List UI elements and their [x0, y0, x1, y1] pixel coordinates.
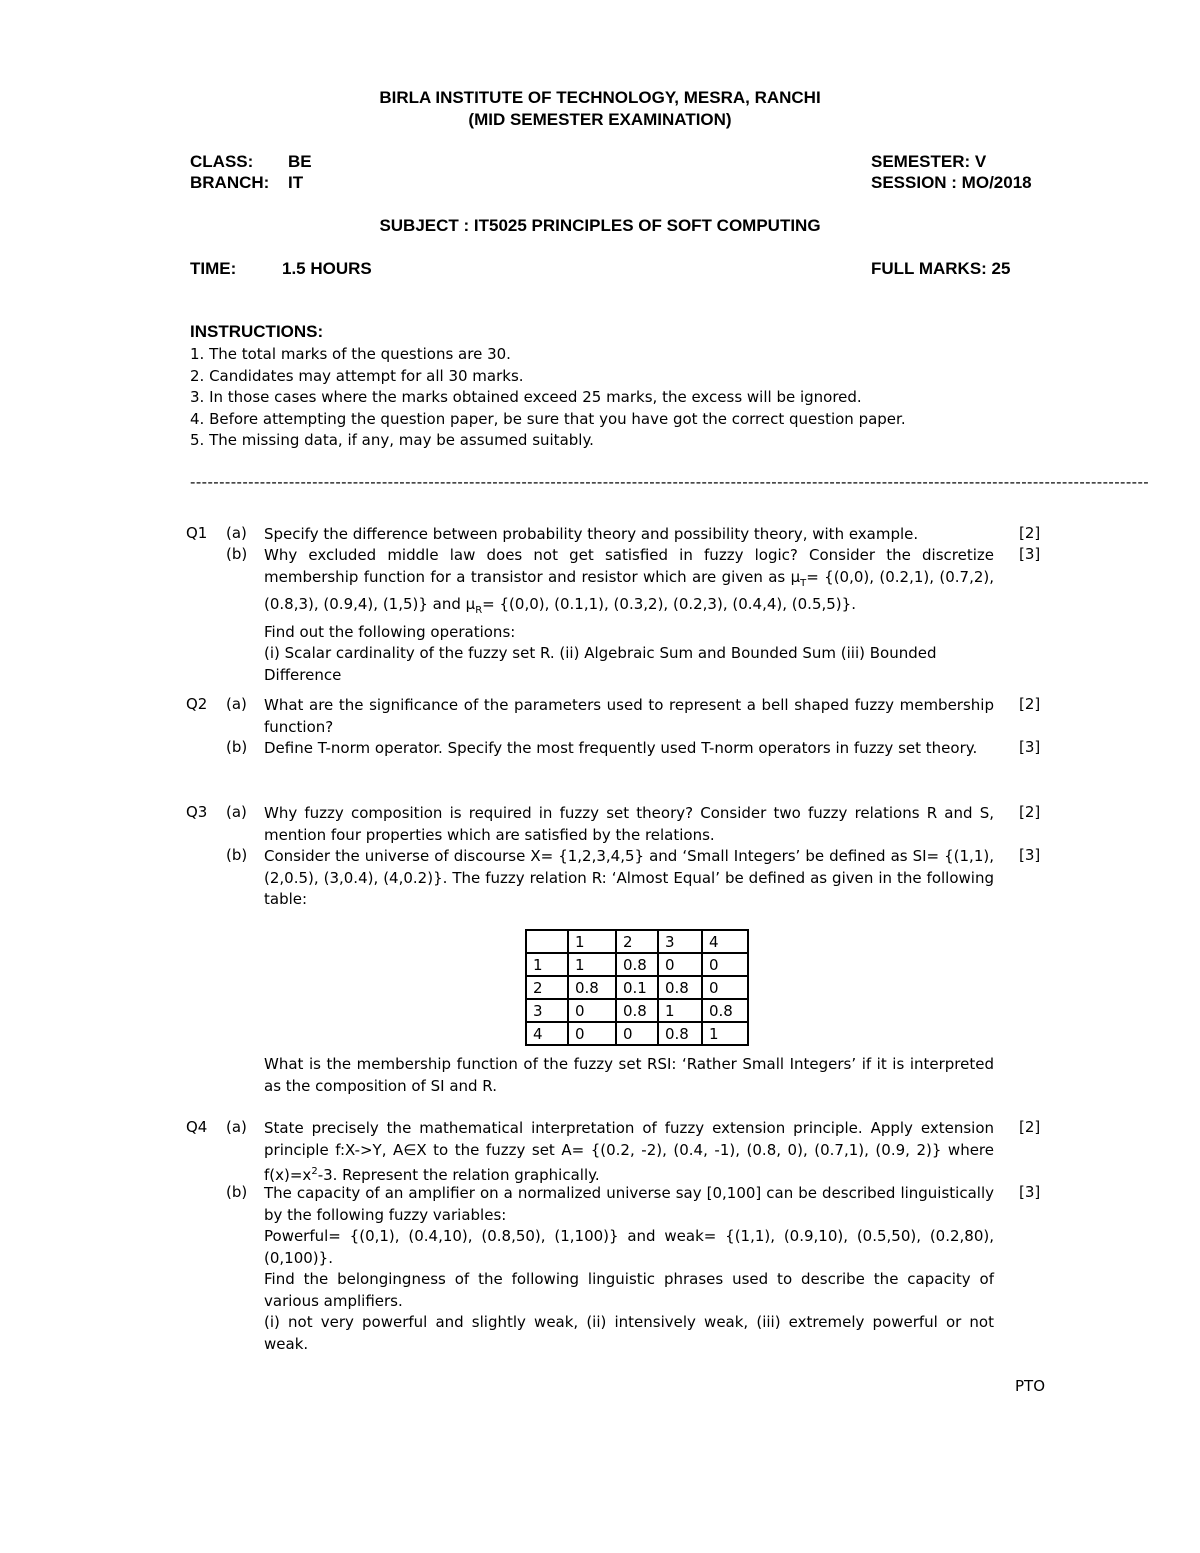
table-row	[526, 999, 748, 1022]
table-cell: 0.1	[616, 976, 658, 999]
table-cell: 0.8	[658, 1022, 702, 1045]
class-label: CLASS:	[190, 152, 254, 171]
instruction-item: 2. Candidates may attempt for all 30 marks.	[190, 366, 524, 385]
q3a-marks: [2]	[1019, 803, 1041, 821]
q4a-label: (a)	[226, 1118, 247, 1136]
q4a-marks: [2]	[1019, 1118, 1041, 1136]
q2-number: Q2	[186, 695, 208, 713]
table-row	[526, 953, 748, 976]
table-cell: 0.8	[616, 953, 658, 976]
table-cell: 4	[702, 930, 748, 953]
instruction-item: 5. The missing data, if any, may be assumed suitably.	[190, 431, 594, 449]
table-cell: 1	[526, 953, 568, 976]
table-cell: 2	[526, 976, 568, 999]
q4b-text: The capacity of an amplifier on a normalized universe say [0,100] can be described linguistically by the following fuzzy variables: Powerful= {(0,1), (0.4,10), (0.8,50), (1,100)} and weak= {(1,1), (0.9,10), (0.5,50), (0.2,80), (0,100)}. Find the belongingness of the following linguistic phrases used to describe the capacity of various amplifiers. (i) not very powerful and slightly weak, (ii) intensively weak, (iii) extremely powerful or not weak.	[264, 1184, 994, 1353]
q2a-label: (a)	[226, 695, 247, 713]
pto-label: PTO	[1015, 1377, 1046, 1395]
table-row	[526, 1022, 748, 1045]
branch-label: BRANCH:	[190, 173, 270, 192]
q1a-text: Specify the difference between probability theory and possibility theory, with example.	[264, 525, 919, 543]
table-cell: 0.8	[658, 976, 702, 999]
table-cell: 4	[526, 1022, 568, 1045]
q3b-text: Consider the universe of discourse X= {1,2,3,4,5} and ‘Small Integers’ be defined as SI= {(1,1), (2,0.5), (3,0.4), (4,0.2)}. The fuzzy relation R: ‘Almost Equal’ be defined as given in the following table:	[264, 847, 994, 908]
full-marks: FULL MARKS: 25	[871, 259, 1011, 278]
table-cell: 0	[616, 1022, 658, 1045]
branch-value: IT	[288, 173, 304, 192]
table-cell: 3	[526, 999, 568, 1022]
semester: SEMESTER: V	[871, 152, 987, 171]
table-header-row	[526, 930, 748, 953]
q1a-label: (a)	[226, 524, 247, 542]
table-cell: 0.8	[702, 999, 748, 1022]
table-row	[526, 976, 748, 999]
q2a-text: What are the significance of the parameters used to represent a bell shaped fuzzy membership function?	[264, 696, 994, 736]
q1-number: Q1	[186, 524, 208, 542]
exam-title: (MID SEMESTER EXAMINATION)	[468, 110, 732, 129]
table-cell: 3	[658, 930, 702, 953]
q1b-marks: [3]	[1019, 545, 1041, 563]
q4-number: Q4	[186, 1118, 208, 1136]
q3b-after-text: What is the membership function of the fuzzy set RSI: ‘Rather Small Integers’ if it is interpreted as the composition of SI and R.	[264, 1055, 994, 1095]
class-value: BE	[288, 152, 312, 171]
q3-number: Q3	[186, 803, 208, 821]
separator-line: ---------------------------------------------------------------------------------------------------------------------------------------------------------------------	[190, 473, 1150, 491]
q3b-label: (b)	[226, 846, 248, 864]
instruction-item: 1. The total marks of the questions are 30.	[190, 345, 511, 363]
instruction-item: 3. In those cases where the marks obtained exceed 25 marks, the excess will be ignored.	[190, 388, 862, 406]
q2b-label: (b)	[226, 738, 248, 756]
q3a-label: (a)	[226, 803, 247, 821]
q2b-text: Define T-norm operator. Specify the most frequently used T-norm operators in fuzzy set theory.	[264, 739, 978, 757]
relation-table	[525, 929, 749, 1046]
q1b-text: Why excluded middle law does not get satisfied in fuzzy logic? Consider the discretize membership function for a transistor and resistor which are given as $\mu_T= \{(0,0)$, (0.2,1), (0.7,2), (0.8,3), (0.9,4), (1,5)} and $\mu_R= \{(0,0)$, (0.1,1), (0.3,2), (0.2,3), (0.4,4), (0.5,5)}. Find out the following operations: (i) Scalar cardinality of the fuzzy set R. (ii) Algebraic Sum and Bounded Sum (iii) Bounded Difference	[264, 546, 994, 684]
table-cell: 1	[568, 930, 616, 953]
table-cell: 0	[702, 976, 748, 999]
table-cell: 1	[658, 999, 702, 1022]
q2b-marks: [3]	[1019, 738, 1041, 756]
q4a-text: State precisely the mathematical interpretation of fuzzy extension principle. Apply extension principle f:X->Y, A∈X to the fuzzy set A= {(0.2, -2), (0.4, -1), (0.8, 0), (0.7,1), (0.9, 2)} where $f(x)=x^2-3$. Represent the relation graphically.	[264, 1119, 994, 1184]
q4b-label: (b)	[226, 1183, 248, 1201]
table-cell: 1	[702, 1022, 748, 1045]
q2a-marks: [2]	[1019, 695, 1041, 713]
table-cell: 0	[658, 953, 702, 976]
table-cell: 0.8	[568, 976, 616, 999]
q1b-label: (b)	[226, 545, 248, 563]
q4b-marks: [3]	[1019, 1183, 1041, 1201]
table-cell: 0	[568, 1022, 616, 1045]
institute-title: BIRLA INSTITUTE OF TECHNOLOGY, MESRA, RANCHI	[379, 88, 821, 107]
instruction-item: 4. Before attempting the question paper, be sure that you have got the correct question paper.	[190, 409, 906, 428]
table-cell: 0.8	[616, 999, 658, 1022]
table-cell: 0	[568, 999, 616, 1022]
session: SESSION : MO/2018	[871, 173, 1032, 192]
q3a-text: Why fuzzy composition is required in fuzzy set theory? Consider two fuzzy relations R and S, mention four properties which are satisfied by the relations.	[264, 804, 994, 844]
subject: SUBJECT : IT5025 PRINCIPLES OF SOFT COMPUTING	[379, 216, 821, 235]
table-cell: 1	[568, 953, 616, 976]
instructions-heading: INSTRUCTIONS:	[190, 322, 324, 341]
q1a-marks: [2]	[1019, 524, 1041, 542]
time-value: 1.5 HOURS	[282, 259, 372, 278]
table-cell: 2	[616, 930, 658, 953]
table-cell	[526, 930, 568, 953]
q3b-marks: [3]	[1019, 846, 1041, 864]
instructions-list	[190, 344, 906, 452]
table-cell: 0	[702, 953, 748, 976]
time-label: TIME:	[190, 259, 237, 278]
